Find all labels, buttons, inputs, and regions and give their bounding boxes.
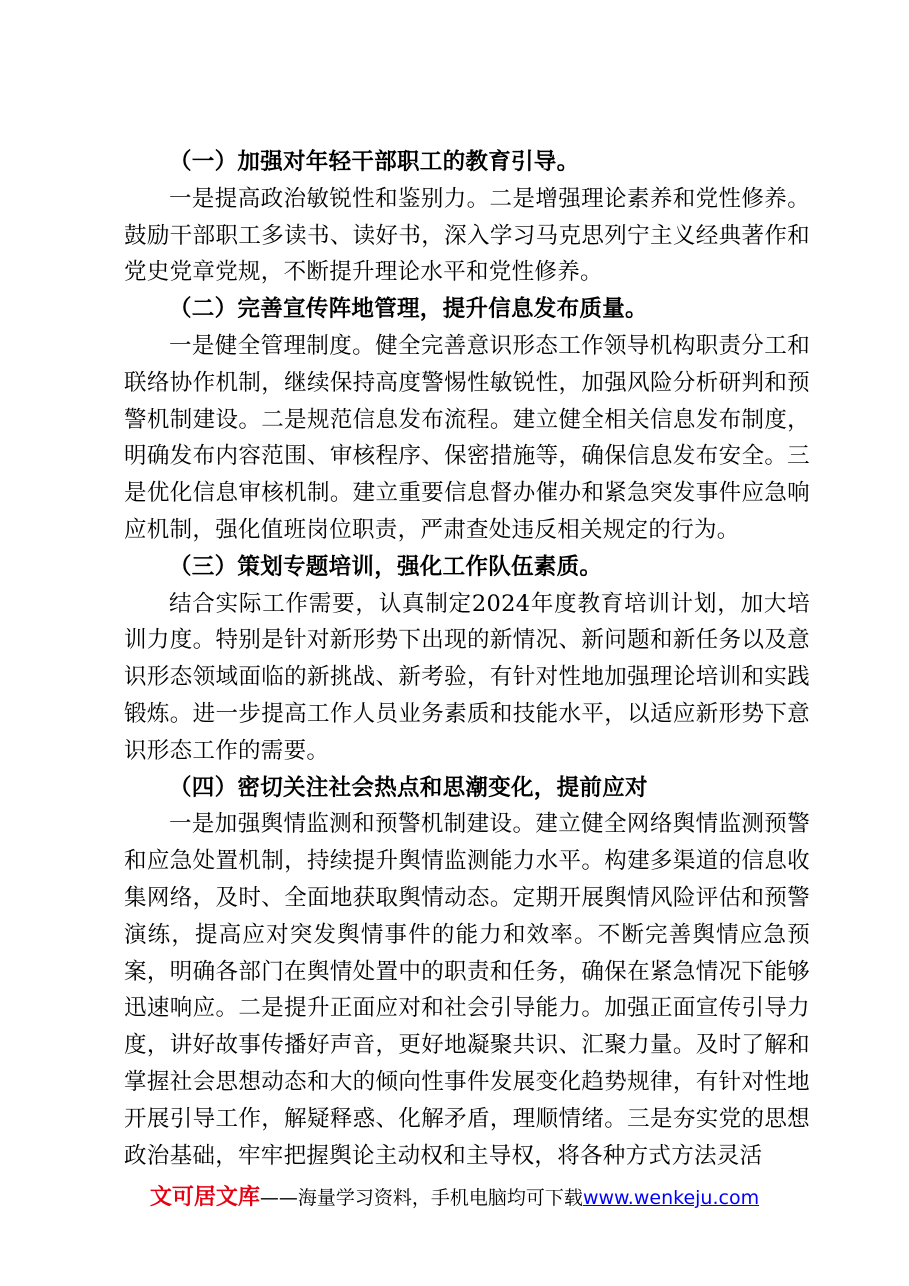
brand-name: 文可居文库 [149, 1185, 260, 1210]
watermark-footer [0, 1180, 909, 1211]
section-heading-4: （四）密切关注社会热点和思潮变化，提前应对 [169, 774, 648, 801]
website-link[interactable]: www.wenkeju.com [582, 1187, 760, 1209]
body-paragraph-3: 结合实际工作需要，认真制定2024年度教育培训计划，加大培训力度。特别是针对新形势下出现的新情况、新问题和新任务以及意识形态领域面临的新挑战、新考验，有针对性地加强理论培训和实践锻炼。进一步提高工作人员业务素质和技能水平，以适应新形势下意识形态工作的需要。 [124, 590, 810, 764]
section-heading-2: （二）完善宣传阵地管理，提升信息发布质量。 [169, 296, 648, 323]
body-paragraph-1: 一是提高政治敏锐性和鉴别力。二是增强理论素养和党性修养。鼓励干部职工多读书、读好书，深入学习马克思列宁主义经典著作和党史党章党规，不断提升理论水平和党性修养。 [124, 185, 810, 286]
footer-tagline: ——海量学习资料，手机电脑均可下载 [259, 1187, 583, 1209]
body-paragraph-2: 一是健全管理制度。健全完善意识形态工作领导机构职责分工和联络协作机制，继续保持高度警惕性敏锐性，加强风险分析研判和预警机制建设。二是规范信息发布流程。建立健全相关信息发布制度，明确发布内容范围、审核程序、保密措施等，确保信息发布安全。三是优化信息审核机制。建立重要信息督办催办和紧急突发事件应急响应机制，强化值班岗位职责，严肃查处违反相关规定的行为。 [124, 332, 810, 543]
section-heading-3: （三）策划专题培训，强化工作队伍素质。 [169, 553, 603, 580]
document-body [124, 144, 810, 1174]
body-paragraph-4: 一是加强舆情监测和预警机制建设。建立健全网络舆情监测预警和应急处置机制，持续提升舆情监测能力水平。构建多渠道的信息收集网络，及时、全面地获取舆情动态。定期开展舆情风险评估和预警演练，提高应对突发舆情事件的能力和效率。不断完善舆情应急预案，明确各部门在舆情处置中的职责和任务，确保在紧急情况下能够迅速响应。二是提升正面应对和社会引导能力。加强正面宣传引导力度，讲好故事传播好声音，更好地凝聚共识、汇聚力量。及时了解和掌握社会思想动态和大的倾向性事件发展变化趋势规律，有针对性地开展引导工作，解疑释惑、化解矛盾，理顺情绪。三是夯实党的思想政治基础，牢牢把握舆论主动权和主导权，将各种方式方法灵活 [124, 811, 810, 1169]
section-heading-1: （一）加强对年轻干部职工的教育引导。 [169, 149, 580, 175]
